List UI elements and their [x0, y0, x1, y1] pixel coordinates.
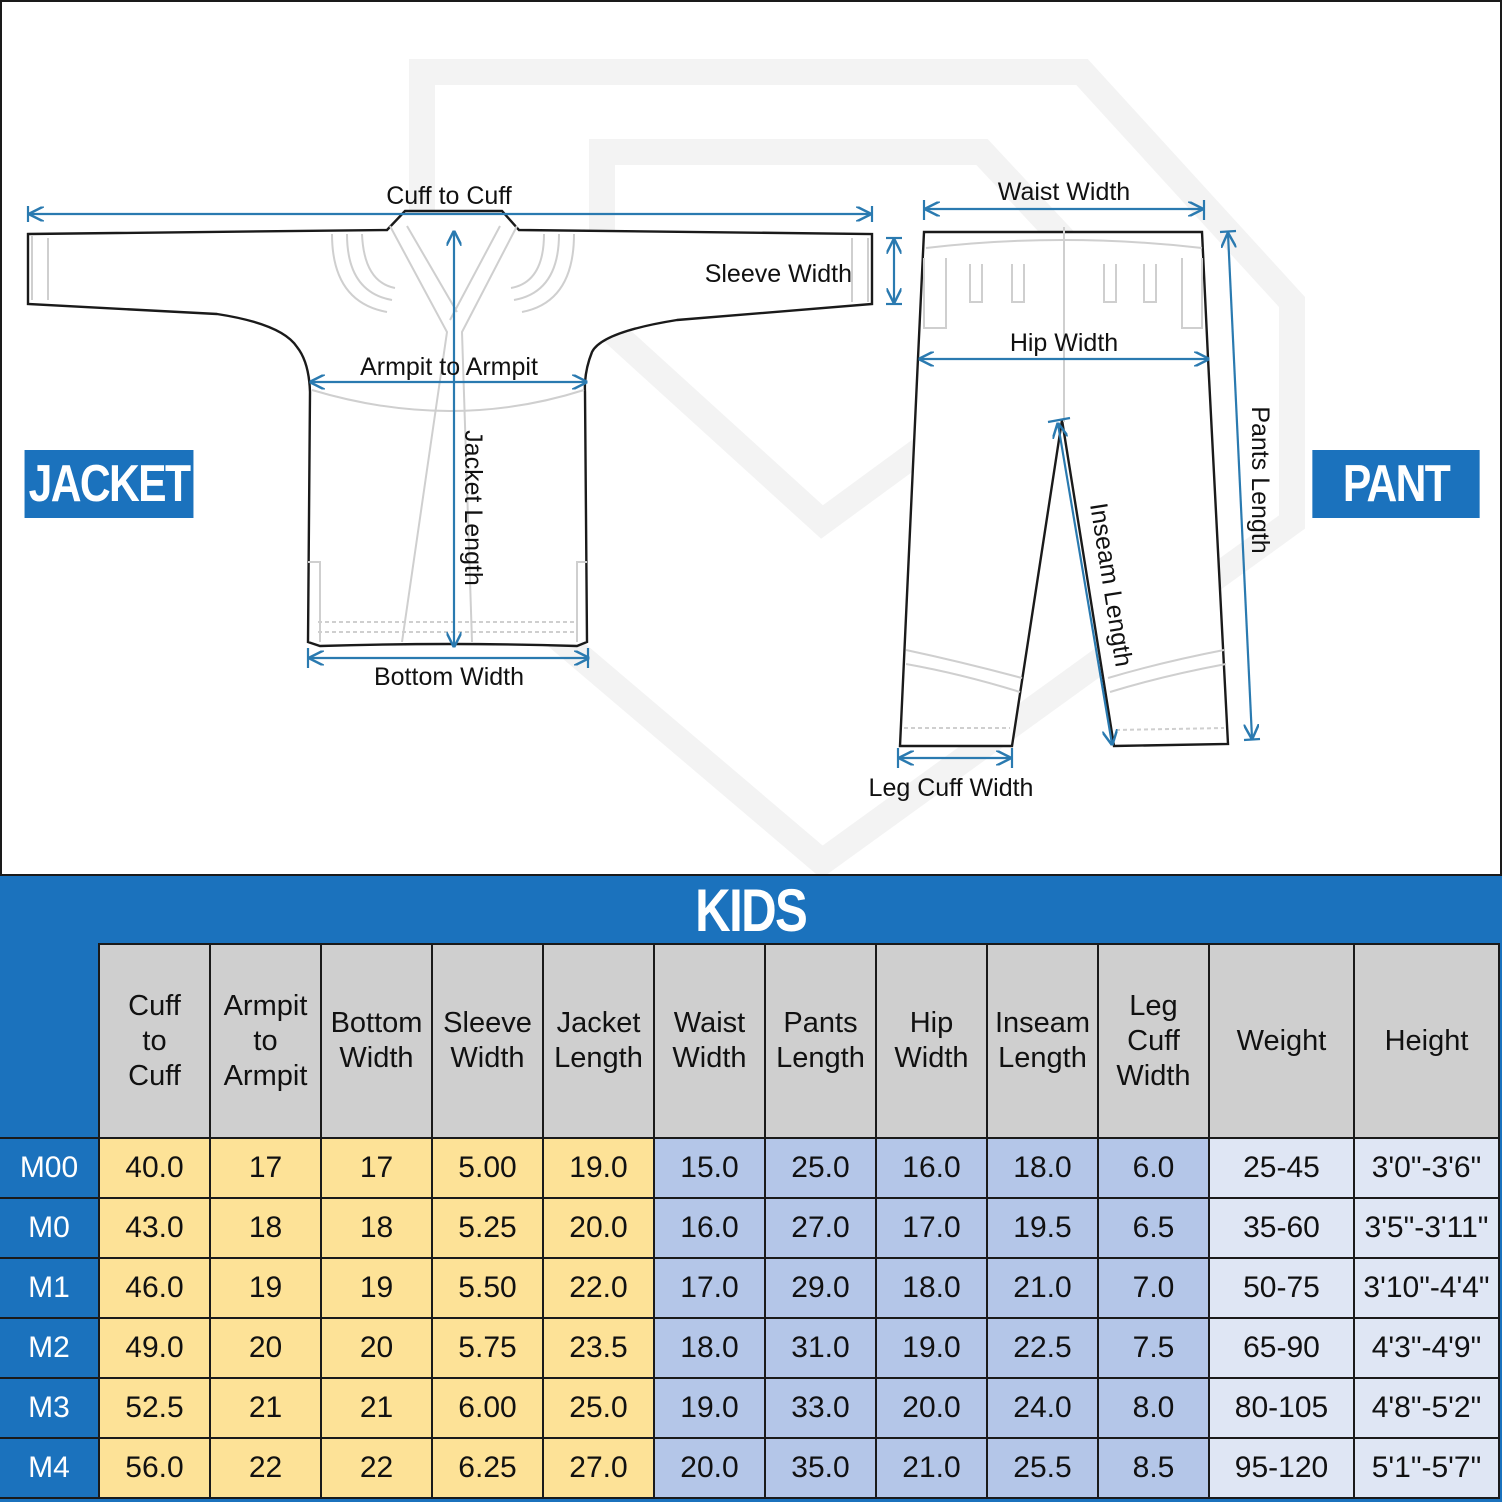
jacket-value-cell: 17 [210, 1138, 321, 1198]
pant-value-cell: 21.0 [987, 1258, 1098, 1318]
pant-value-cell: 29.0 [765, 1258, 876, 1318]
pant-outline [900, 227, 1228, 746]
column-header-line: Length [554, 1042, 643, 1074]
jacket-value-cell: 6.00 [432, 1378, 543, 1438]
column-header-line: Waist [673, 1007, 746, 1039]
jacket-value-cell: 23.5 [543, 1318, 654, 1378]
pant-value-cell: 16.0 [654, 1198, 765, 1258]
body-value-cell: 80-105 [1209, 1378, 1354, 1438]
pant-value-cell: 6.0 [1098, 1138, 1209, 1198]
bottom-width-label: Bottom Width [373, 663, 525, 691]
jacket-label: JACKET [25, 450, 194, 518]
column-header [543, 944, 654, 1138]
jacket-value-cell: 5.25 [432, 1198, 543, 1258]
jacket-value-cell: 19 [321, 1258, 432, 1318]
pant-value-cell: 16.0 [876, 1138, 987, 1198]
body-value-cell: 35-60 [1209, 1198, 1354, 1258]
column-header-line: Length [776, 1042, 865, 1074]
column-header-line: Cuff [128, 1059, 181, 1092]
column-header-line: Width [672, 1042, 747, 1074]
column-header-line: Armpit [223, 1059, 308, 1092]
table-row [0, 1378, 1499, 1438]
sleeve-width-label: Sleeve Width [704, 260, 852, 288]
body-value-cell: 4'8"-5'2" [1354, 1378, 1499, 1438]
jacket-value-cell: 20 [210, 1318, 321, 1378]
pant-value-cell: 17.0 [654, 1258, 765, 1318]
pant-label: PANT [1312, 450, 1479, 518]
column-header [1098, 944, 1209, 1138]
body-value-cell: 3'0"-3'6" [1354, 1138, 1499, 1198]
jacket-value-cell: 25.0 [543, 1378, 654, 1438]
jacket-value-cell: 43.0 [99, 1198, 210, 1258]
size-table [0, 943, 1500, 1499]
jacket-value-cell: 52.5 [99, 1378, 210, 1438]
column-header [765, 944, 876, 1138]
column-header-line: Width [1116, 1059, 1191, 1092]
waist-width-label: Waist Width [997, 178, 1131, 206]
jacket-value-cell: 18 [321, 1198, 432, 1258]
jacket-value-cell: 22.0 [543, 1258, 654, 1318]
size-cell: M0 [0, 1198, 99, 1258]
body-value-cell: 50-75 [1209, 1258, 1354, 1318]
column-header-line: Width [894, 1042, 969, 1074]
column-header-line: Width [450, 1042, 525, 1074]
jacket-value-cell: 20.0 [543, 1198, 654, 1258]
column-header-line: Inseam [994, 1007, 1091, 1039]
pant-value-cell: 18.0 [876, 1258, 987, 1318]
column-header-line: to [253, 1024, 278, 1057]
column-header [432, 944, 543, 1138]
pant-value-cell: 20.0 [876, 1378, 987, 1438]
table-row [0, 1438, 1499, 1498]
armpit-to-armpit-label: Armpit to Armpit [360, 353, 538, 381]
column-header-line: Jacket [556, 1007, 641, 1039]
body-value-cell: 5'1"-5'7" [1354, 1438, 1499, 1498]
jacket-value-cell: 19.0 [543, 1138, 654, 1198]
column-header [876, 944, 987, 1138]
body-value-cell: 4'3"-4'9" [1354, 1318, 1499, 1378]
jacket-value-cell: 46.0 [99, 1258, 210, 1318]
column-header-line: Cuff [128, 989, 181, 1022]
table-body [0, 1138, 1499, 1498]
jacket-value-cell: 6.25 [432, 1438, 543, 1498]
pant-value-cell: 24.0 [987, 1378, 1098, 1438]
table-row [0, 1138, 1499, 1198]
column-header-line: Leg Cuff [1127, 989, 1180, 1057]
table-title-text: KIDS [695, 876, 807, 944]
table-row [0, 1258, 1499, 1318]
pant-value-cell: 19.5 [987, 1198, 1098, 1258]
jacket-value-cell: 22 [210, 1438, 321, 1498]
size-cell: M1 [0, 1258, 99, 1318]
column-header-line: Height [1384, 1024, 1469, 1057]
column-header [654, 944, 765, 1138]
body-value-cell: 65-90 [1209, 1318, 1354, 1378]
pant-value-cell: 18.0 [654, 1318, 765, 1378]
body-value-cell: 95-120 [1209, 1438, 1354, 1498]
jacket-value-cell: 18 [210, 1198, 321, 1258]
pant-value-cell: 8.5 [1098, 1438, 1209, 1498]
column-header-line: Sleeve [443, 1007, 532, 1039]
pant-value-cell: 7.5 [1098, 1318, 1209, 1378]
column-header [1354, 944, 1499, 1138]
header-corner [0, 944, 99, 1138]
jacket-value-cell: 21 [210, 1378, 321, 1438]
column-header [321, 944, 432, 1138]
column-header-line: Hip [909, 1007, 954, 1039]
column-header [1209, 944, 1354, 1138]
column-header-line: Bottom [330, 1007, 423, 1039]
column-header [210, 944, 321, 1138]
jacket-value-cell: 27.0 [543, 1438, 654, 1498]
header-row [0, 944, 1499, 1138]
size-cell: M3 [0, 1378, 99, 1438]
jacket-value-cell: 40.0 [99, 1138, 210, 1198]
pant-value-cell: 19.0 [876, 1318, 987, 1378]
pant-value-cell: 25.0 [765, 1138, 876, 1198]
leg-cuff-width-label: Leg Cuff Width [868, 774, 1034, 802]
size-chart [0, 876, 1502, 1502]
pant-value-cell: 22.5 [987, 1318, 1098, 1378]
pant-value-cell: 8.0 [1098, 1378, 1209, 1438]
body-value-cell: 3'5"-3'11" [1354, 1198, 1499, 1258]
pant-value-cell: 21.0 [876, 1438, 987, 1498]
column-header [987, 944, 1098, 1138]
pant-value-cell: 27.0 [765, 1198, 876, 1258]
jacket-length-label: Jacket Length [459, 430, 487, 586]
column-header-line: Width [339, 1042, 414, 1074]
pant-value-cell: 20.0 [654, 1438, 765, 1498]
inseam-length-label: Inseam Length [1084, 500, 1138, 669]
column-header-line: Weight [1236, 1024, 1327, 1057]
table-title [0, 876, 1502, 944]
jacket-value-cell: 5.50 [432, 1258, 543, 1318]
jacket-value-cell: 22 [321, 1438, 432, 1498]
size-cell: M00 [0, 1138, 99, 1198]
column-header-line: to [142, 1024, 167, 1057]
pant-value-cell: 18.0 [987, 1138, 1098, 1198]
column-header-line: Pants [783, 1007, 858, 1039]
pant-value-cell: 15.0 [654, 1138, 765, 1198]
size-cell: M4 [0, 1438, 99, 1498]
jacket-value-cell: 20 [321, 1318, 432, 1378]
pant-value-cell: 17.0 [876, 1198, 987, 1258]
jacket-value-cell: 21 [321, 1378, 432, 1438]
cuff-to-cuff-label: Cuff to Cuff [386, 182, 512, 210]
body-value-cell: 25-45 [1209, 1138, 1354, 1198]
column-header-line: Armpit [223, 989, 308, 1022]
table-row [0, 1198, 1499, 1258]
pant-value-cell: 33.0 [765, 1378, 876, 1438]
jacket-value-cell: 56.0 [99, 1438, 210, 1498]
jacket-value-cell: 17 [321, 1138, 432, 1198]
pant-value-cell: 31.0 [765, 1318, 876, 1378]
jacket-value-cell: 19 [210, 1258, 321, 1318]
jacket-value-cell: 49.0 [99, 1318, 210, 1378]
pants-length-label: Pants Length [1246, 406, 1274, 554]
pant-value-cell: 25.5 [987, 1438, 1098, 1498]
pant-value-cell: 7.0 [1098, 1258, 1209, 1318]
pant-value-cell: 35.0 [765, 1438, 876, 1498]
gi-illustration [2, 2, 1502, 876]
jacket-value-cell: 5.75 [432, 1318, 543, 1378]
hip-width-label: Hip Width [1009, 329, 1119, 357]
body-value-cell: 3'10"-4'4" [1354, 1258, 1499, 1318]
pant-value-cell: 6.5 [1098, 1198, 1209, 1258]
size-cell: M2 [0, 1318, 99, 1378]
jacket-value-cell: 5.00 [432, 1138, 543, 1198]
table-row [0, 1318, 1499, 1378]
column-header-line: Length [998, 1042, 1087, 1074]
pant-value-cell: 19.0 [654, 1378, 765, 1438]
column-header [99, 944, 210, 1138]
